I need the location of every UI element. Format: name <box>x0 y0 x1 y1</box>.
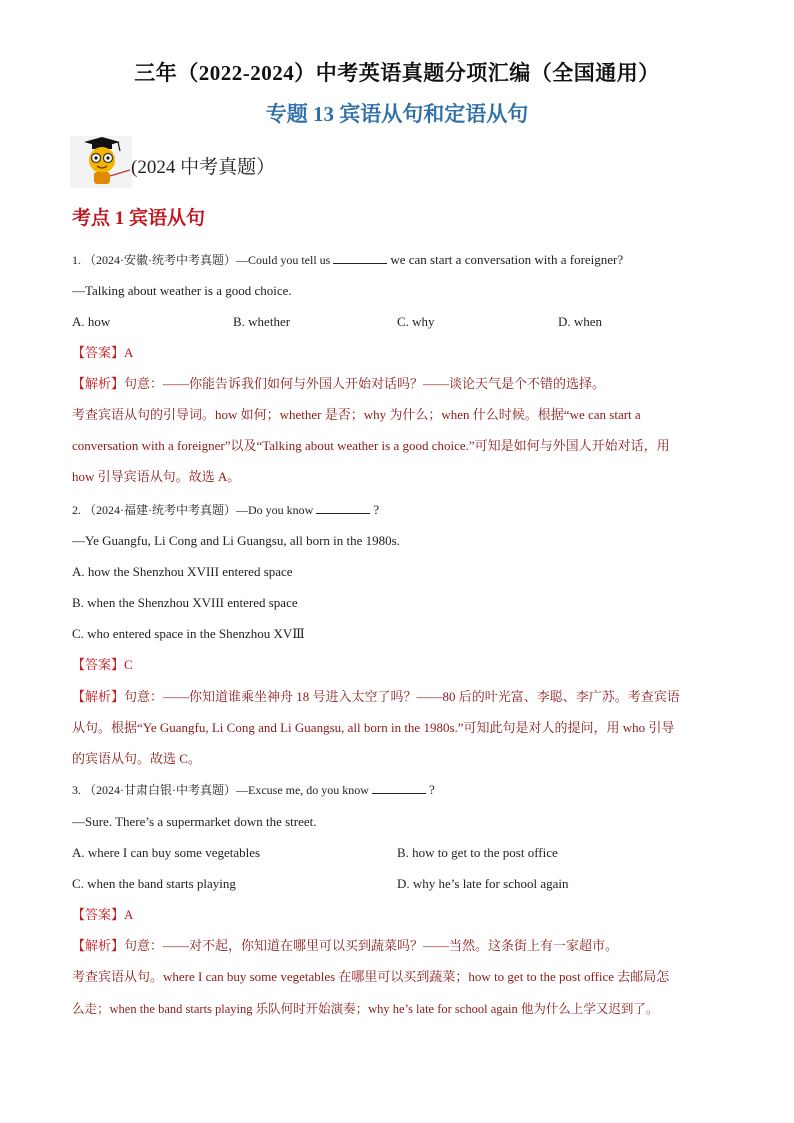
question-2-reply: —Ye Guangfu, Li Cong and Li Guangsu, all born in the 1980s. <box>72 533 400 548</box>
question-3-option-d: D. why he’s late for school again <box>397 876 569 891</box>
question-2-option-a: A. how the Shenzhou XVIII entered space <box>72 564 293 579</box>
question-2-option-b: B. when the Shenzhou XVIII entered space <box>72 595 298 610</box>
question-2-analysis-line: 从句。根据“Ye Guangfu, Li Cong and Li Guangsu, all born in the 1980s.”可知此句是对人的提问，用 who 引导 <box>72 720 675 735</box>
question-3-reply: —Sure. There’s a supermarket down the street. <box>72 814 317 829</box>
analysis-text: 句意：——对不起，你知道在哪里可以买到蔬菜吗？——当然。这条街上有一家超市。 <box>124 938 619 953</box>
mascot-icon <box>70 136 132 188</box>
answer-label: 【答案】 <box>72 657 125 672</box>
answer-value: A <box>124 345 134 360</box>
question-1-reply: —Talking about weather is a good choice. <box>72 283 292 298</box>
document-subtitle: 专题 13 宾语从句和定语从句 <box>265 102 529 126</box>
document-title: 三年（2022-2024）中考英语真题分项汇编（全国通用） <box>134 61 660 85</box>
question-1-analysis-line <box>72 375 605 393</box>
question-3-analysis-line: 么走；when the band starts playing 乐队何时开始演奏；why he’s late for school again 他为什么上学又迟到了。 <box>72 1002 659 1016</box>
question-3-option-b: B. how to get to the post office <box>397 845 558 860</box>
question-1-analysis-line: 考查宾语从句的引导词。how 如何；whether 是否；why 为什么；when 什么时候。根据“we can start a <box>72 407 641 422</box>
answer-value: A <box>124 907 134 922</box>
analysis-label: 【解析】 <box>72 938 125 953</box>
question-1-option-a: A. how <box>72 314 111 329</box>
question-1-stem-prefix: 1. （2024·安徽·统考中考真题）—Could you tell us <box>72 253 331 267</box>
year-heading: (2024 中考真题） <box>131 157 276 178</box>
analysis-text: 句意：——你知道谁乘坐神舟 18 号进入太空了吗？——80 后的叶光富、李聪、李广苏。考查宾语 <box>124 689 680 704</box>
question-1-answer <box>72 344 133 362</box>
question-2-answer <box>72 656 133 674</box>
analysis-label: 【解析】 <box>72 689 125 704</box>
question-3-stem-prefix: 3. （2024·甘肃白银·中考真题）—Excuse me, do you know <box>72 783 369 797</box>
question-3-option-a: A. where I can buy some vegetables <box>72 845 261 860</box>
analysis-label: 【解析】 <box>72 376 125 391</box>
question-3-analysis-line <box>72 937 618 955</box>
question-3-analysis-line: 考查宾语从句。where I can buy some vegetables 在哪里可以买到蔬菜；how to get to the post office 去邮局怎 <box>72 969 670 984</box>
question-2-stem-prefix: 2. （2024·福建·统考中考真题）—Do you know <box>72 503 314 517</box>
answer-label: 【答案】 <box>72 345 125 360</box>
question-1-stem <box>72 251 623 269</box>
question-1-analysis-line: conversation with a foreigner”以及“Talking about weather is a good choice.”可知是如何与外国人开始对话，用 <box>72 438 670 453</box>
answer-blank <box>372 781 426 794</box>
section-heading: 考点 1 宾语从句 <box>72 208 206 229</box>
analysis-text: 句意：——你能告诉我们如何与外国人开始对话吗？——谈论天气是个不错的选择。 <box>124 376 606 391</box>
answer-blank <box>333 251 387 264</box>
answer-label: 【答案】 <box>72 907 125 922</box>
question-3-answer <box>72 906 133 924</box>
question-2-analysis-line: 的宾语从句。故选 C。 <box>72 751 201 766</box>
question-2-stem-suffix: ? <box>373 502 380 517</box>
question-3-option-c: C. when the band starts playing <box>72 876 236 891</box>
question-2-analysis-line <box>72 688 680 706</box>
question-3-stem <box>72 781 435 799</box>
answer-blank <box>316 501 370 514</box>
question-1-option-d: D. when <box>558 314 603 329</box>
question-2-option-c: C. who entered space in the Shenzhou XVⅢ <box>72 626 305 641</box>
question-1-analysis-line: how 引导宾语从句。故选 A。 <box>72 469 241 484</box>
answer-value: C <box>124 657 133 672</box>
question-1-stem-suffix: we can start a conversation with a foreigner? <box>390 252 624 267</box>
question-1-option-b: B. whether <box>233 314 291 329</box>
question-1-option-c: C. why <box>397 314 435 329</box>
question-2-stem <box>72 501 379 519</box>
question-3-stem-suffix: ? <box>428 782 435 797</box>
